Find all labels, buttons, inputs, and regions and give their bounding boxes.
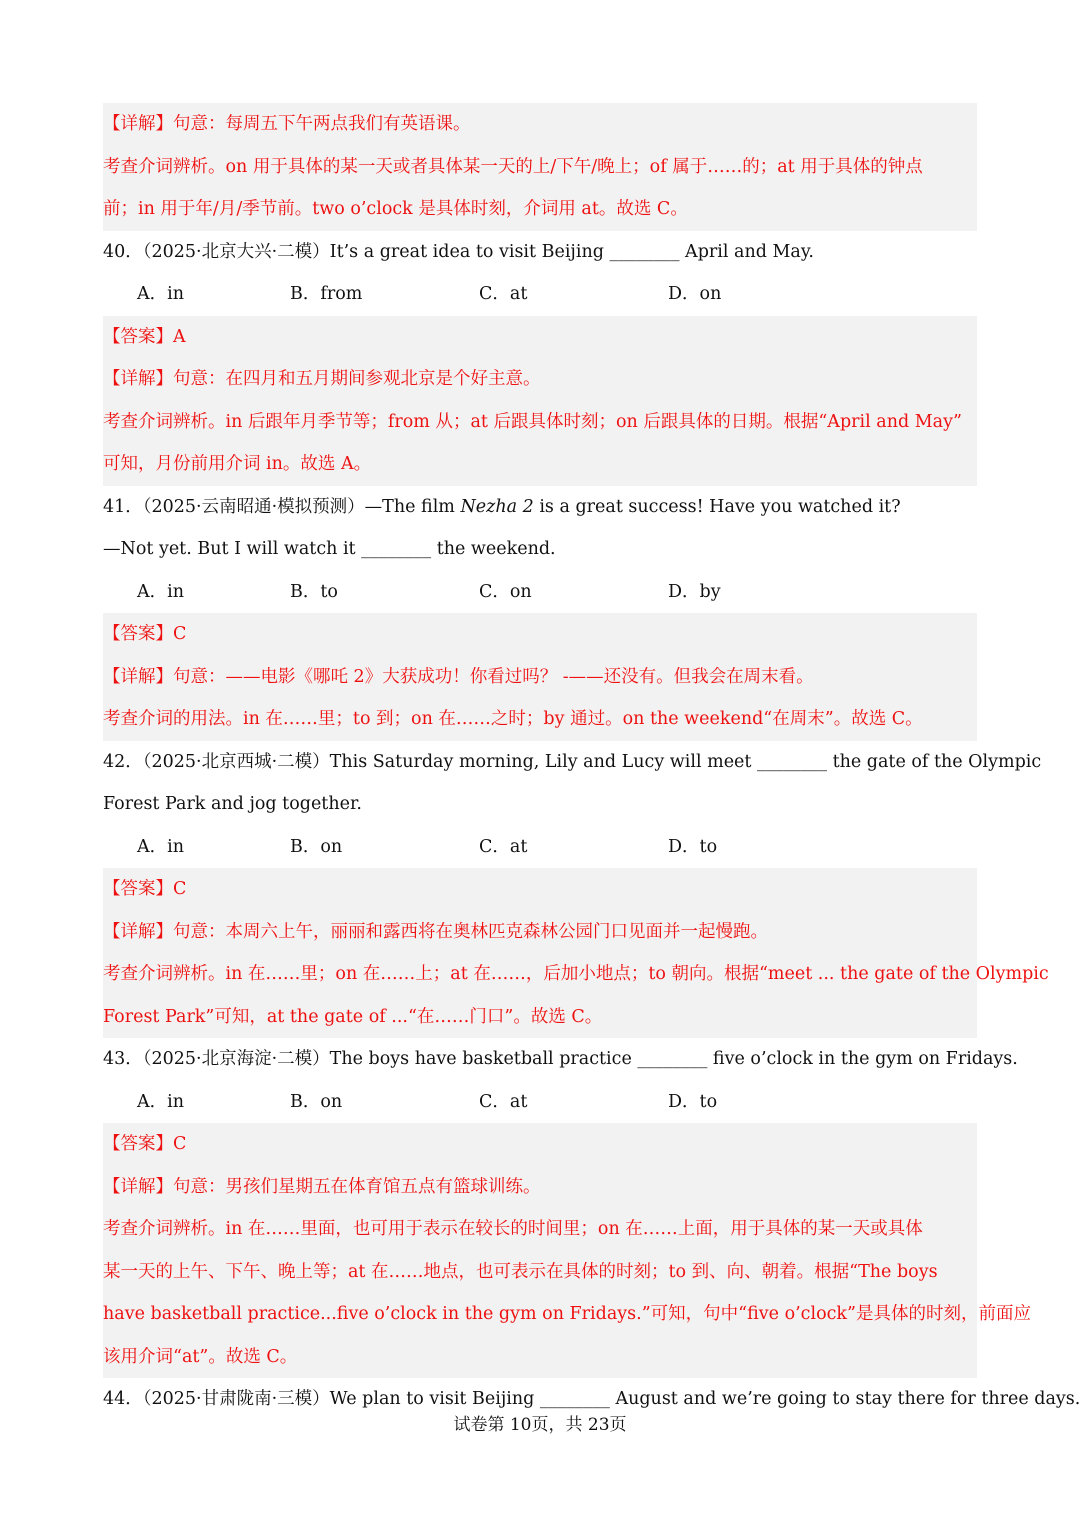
answer-line: 【答案】A: [103, 326, 186, 347]
explanation-line: Forest Park”可知，at the gate of ...“在……门口”。故选 C。: [103, 1006, 603, 1027]
option-d: D．by: [668, 581, 721, 602]
explanation-line: have basketball practice...five o’clock in the gym on Fridays.”可知，句中“five o’clock”是具体的时刻，前面应: [103, 1304, 1031, 1324]
explanation-line: 【详解】句意：在四月和五月期间参观北京是个好主意。: [103, 369, 541, 389]
explanation-line: 考查介词的用法。in 在……里；to 到；on 在……之时；by 通过。on the weekend“在周末”。故选 C。: [103, 709, 923, 729]
question-stem: 41．（2025·云南昭通·模拟预测）—The film Nezha 2 is a great success! Have you watched it?: [103, 496, 901, 517]
explanation-line: 前；in 用于年/月/季节前。two o’clock 是具体时刻，介词用 at。故选 C。: [103, 199, 688, 219]
explanation-line: 【详解】句意：每周五下午两点我们有英语课。: [103, 114, 471, 134]
question-stem: —Not yet. But I will watch it ________ the weekend.: [103, 539, 556, 559]
explanation-line: 【详解】句意：本周六上午，丽丽和露西将在奥林匹克森林公园门口见面并一起慢跑。: [103, 921, 768, 942]
option-b: B．from: [290, 284, 363, 304]
page-footer: 试卷第 10页，共 23页: [453, 1415, 627, 1435]
question-stem: 44．（2025·甘肃陇南·三模）We plan to visit Beijing ________ August and we’re going to stay there for three days.: [103, 1389, 1080, 1409]
question-stem: 40．（2025·北京大兴·二模）It’s a great idea to visit Beijing ________ April and May.: [103, 241, 814, 262]
explanation-block-42: [103, 868, 1049, 1038]
page-content: [103, 103, 1080, 1421]
explanation-line: 考查介词辨析。on 用于具体的某一天或者具体某一天的上/下午/晚上；of 属于……的；at 用于具体的钟点: [103, 156, 923, 177]
question-40: [103, 231, 977, 316]
explanation-line: 考查介词辨析。in 后跟年月季节等；from 从；at 后跟具体时刻；on 后跟具体的日期。根据“April and May”: [103, 411, 962, 432]
option-row: [103, 826, 977, 869]
explanation-block-43: [103, 1123, 1031, 1378]
option-row: [103, 273, 977, 316]
option-b: B．to: [290, 581, 338, 602]
option-c: C．at: [479, 836, 528, 857]
answer-line: 【答案】C: [103, 624, 187, 644]
option-a: A．in: [137, 1091, 185, 1112]
explanation-block-39: [103, 103, 977, 231]
answer-line: 【答案】C: [103, 1134, 187, 1154]
question-stem: 42．（2025·北京西城·二模）This Saturday morning, Lily and Lucy will meet ________ the gate of the Olympic: [103, 751, 1042, 772]
explanation-line: 某一天的上午、下午、晚上等；at 在……地点，也可表示在具体的时刻；to 到、向、朝着。根据“The boys: [103, 1261, 938, 1282]
answer-line: 【答案】C: [103, 879, 187, 899]
option-d: D．on: [668, 284, 722, 304]
option-a: A．in: [137, 581, 185, 602]
explanation-line: 可知，月份前用介词 in。故选 A。: [103, 454, 372, 474]
question-41: [103, 486, 977, 614]
option-row: [103, 571, 977, 614]
explanation-block-41: [103, 613, 977, 741]
explanation-block-40: [103, 316, 977, 486]
option-row: [103, 1081, 977, 1124]
question-43: [103, 1038, 1018, 1123]
question-stem: Forest Park and jog together.: [103, 794, 362, 814]
option-b: B．on: [290, 1091, 343, 1112]
explanation-line: 考查介词辨析。in 在……里面，也可用于表示在较长的时间里；on 在……上面，用于具体的某一天或具体: [103, 1219, 923, 1239]
option-c: C．on: [479, 581, 532, 602]
option-a: A．in: [137, 284, 185, 304]
option-d: D．to: [668, 836, 718, 857]
option-c: C．at: [479, 284, 528, 304]
question-stem: 43．（2025·北京海淀·二模）The boys have basketball practice ________ five o’clock in the gym on Fridays.: [103, 1049, 1018, 1069]
question-42: [103, 741, 1042, 869]
explanation-line: 【详解】句意：——电影《哪吒 2》大获成功！你看过吗？ -——还没有。但我会在周末看。: [103, 666, 814, 687]
option-b: B．on: [290, 836, 343, 857]
explanation-line: 考查介词辨析。in 在……里；on 在……上；at 在……，后加小地点；to 朝向。根据“meet ... the gate of the Olympic: [103, 964, 1049, 984]
explanation-line: 【详解】句意：男孩们星期五在体育馆五点有篮球训练。: [103, 1176, 541, 1197]
explanation-line: 该用介词“at”。故选 C。: [103, 1346, 298, 1367]
option-a: A．in: [137, 836, 185, 857]
option-c: C．at: [479, 1091, 528, 1112]
option-d: D．to: [668, 1091, 718, 1112]
